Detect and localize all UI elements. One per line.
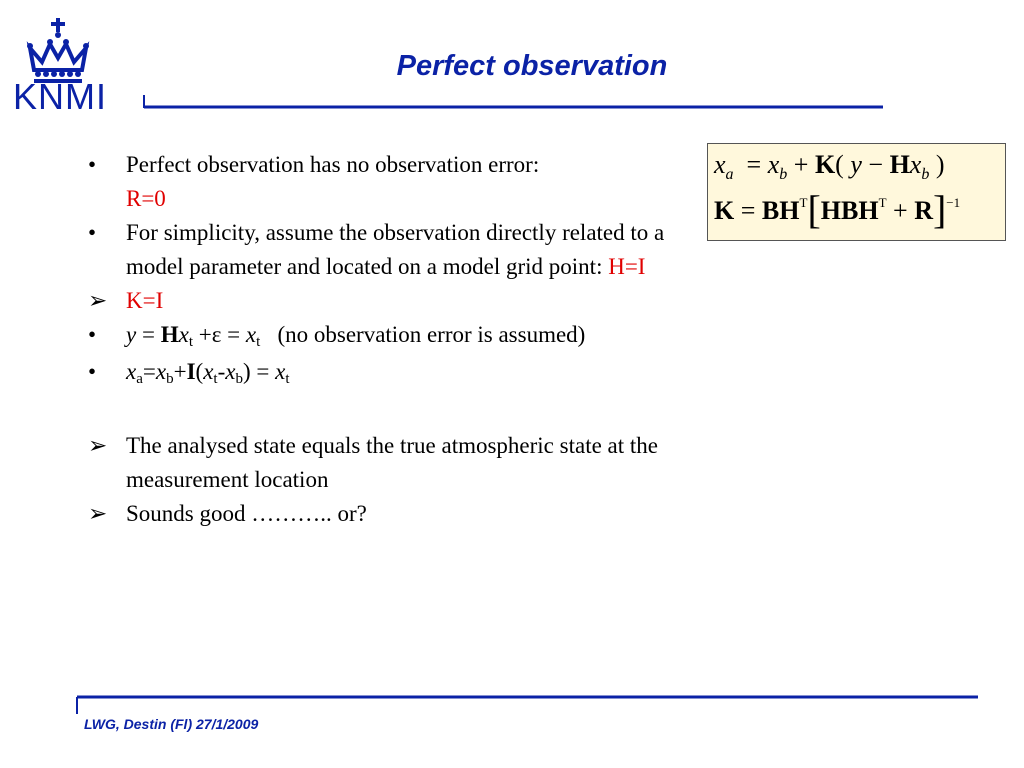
bullet-marker: •: [88, 152, 97, 177]
bullet-item: [88, 355, 708, 392]
slide-title: Perfect observation: [396, 50, 668, 82]
arrow-bullet-icon: ➢: [88, 288, 108, 313]
bullet-marker: •: [88, 322, 97, 347]
bullet-item: [88, 318, 708, 355]
bullet-item: [88, 429, 708, 497]
bullet-marker: •: [88, 359, 97, 384]
arrow-bullet-icon: ➢: [88, 501, 108, 526]
bullet-highlight: R=0: [126, 186, 166, 211]
analysis-equation: xa=xb+I(xt-xb) = xt: [126, 359, 290, 387]
bullet-item: [88, 284, 708, 318]
slide-content: [88, 148, 708, 531]
bullet-highlight: H=I: [608, 254, 646, 279]
logo-text: KNMI: [13, 76, 107, 117]
bullet-item: [88, 148, 708, 216]
analysis-update-equation: $x_a = x_b + K$( $y - Hx_b$ ): [714, 150, 945, 183]
observation-equation: y = Hxt +ε = xt: [126, 322, 261, 350]
footer-text: LWG, Destin (Fl) 27/1/2009: [84, 716, 259, 732]
bullet-marker: •: [88, 220, 97, 245]
bullet-note: (no observation error is assumed): [277, 322, 586, 347]
bullet-text: Sounds good ……….. or?: [126, 501, 367, 526]
bullet-item: [88, 216, 708, 284]
equation-box: [707, 143, 1006, 241]
bullet-highlight: K=I: [126, 288, 164, 313]
bullet-text: Perfect observation has no observation error:: [126, 152, 540, 177]
footer-rule: [76, 693, 978, 715]
title-underline: [143, 95, 883, 109]
bullet-text: For simplicity, assume the observation directly related to a model parameter and located on a model grid point:: [126, 220, 665, 279]
bullet-text: The analysed state equals the true atmospheric state at the measurement location: [126, 433, 658, 492]
gain-matrix-equation: $K = BH^T[HBH^T + R]^{-1}$: [714, 187, 961, 232]
arrow-bullet-icon: ➢: [88, 433, 108, 458]
bullet-item: [88, 497, 708, 531]
